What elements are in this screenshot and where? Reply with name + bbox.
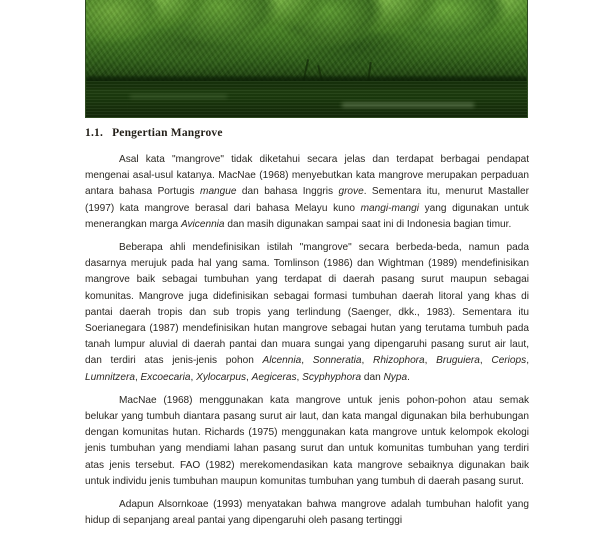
scientific-name: Avicennia [180, 218, 225, 230]
water-surface [86, 81, 527, 117]
text-run: . [407, 371, 410, 383]
scientific-name: Nypa [383, 371, 408, 383]
text-run: , [246, 371, 252, 383]
photo-scene [86, 0, 527, 117]
text-run: , [296, 371, 303, 383]
text-run: dan bahasa Inggris [236, 186, 339, 198]
text-run: dan [361, 371, 384, 383]
text-run: Asal kata "mangrove" tidak diketahui secara jelas dan terdapat berbagai pendapat mengenai asal-usul katanya. MacNae (1968) menyebutkan kata mangrove merupakan perpaduan antara bahasa Portugis [85, 154, 529, 198]
scientific-name: grove [338, 186, 364, 198]
text-run: , [190, 371, 197, 383]
mangrove-photo-figure [85, 0, 528, 118]
text-run: , [526, 355, 529, 367]
section-title: Pengertian Mangrove [112, 127, 223, 139]
scientific-name: Scyphyphora [302, 371, 362, 383]
scientific-name: Ceriops [491, 355, 527, 367]
text-run: , [301, 355, 313, 367]
paragraph-3 [85, 393, 529, 490]
scientific-name: Aegiceras [251, 371, 297, 383]
body-text [85, 152, 529, 529]
water-reflection [130, 95, 227, 98]
text-run: , [361, 355, 374, 367]
scientific-name: Rhizophora [373, 355, 425, 367]
scientific-name: Bruguiera [436, 355, 480, 367]
text-run: , [134, 371, 141, 383]
text-run: Adapun Alsornkoae (1993) menyatakan bahwa mangrove adalah tumbuhan halofit yang hidup di sepanjang areal pantai yang dipengaruhi oleh pasang tertinggi [85, 499, 529, 527]
text-run: dan masih digunakan sampai saat ini di Indonesia bagian timur. [224, 218, 512, 230]
paragraph-4 [85, 497, 529, 529]
scientific-name: Excoecaria [140, 371, 191, 383]
scientific-name: mangi-mangi [360, 202, 419, 214]
scientific-name: Xylocarpus [196, 371, 247, 383]
scientific-name: Lumnitzera [85, 371, 135, 383]
paragraph-2 [85, 240, 529, 386]
section-number: 1.1. [85, 127, 104, 139]
paragraph-1 [85, 152, 529, 233]
text-run: MacNae (1968) menggunakan kata mangrove untuk jenis pohon-pohon atau semak belukar yang tumbuh diantara pasang surut air laut, dan kata mangal digunakan bila berhubungan dengan komunitas hutan. Richards (1975) menggunakan kata mangrove untuk kelompok ekologi jenis tumbuhan yang mendiami lahan pasang surut dan untuk komunitas tumbuhan yang terdiri atas jenis tersebut. FAO (1982) merekomendasikan kata mangrove sebaiknya digunakan baik untuk individu jenis tumbuhan maupun komunitas tumbuhan yang tumbuh di daerah pasang surut. [85, 394, 529, 487]
text-run: Beberapa ahli mendefinisikan istilah "mangrove" secara berbeda-beda, namun pada dasarnya merujuk pada hal yang sama. Tomlinson (1986) dan Wightman (1989) mendefinisikan mangrove baik sebagai tumbuhan yang terdapat di daerah pasang surut maupun sebagai komunitas. Mangrove juga didefinisikan sebagai formasi tumbuhan daerah litoral yang khas di pantai daerah tropis dan sub tropis yang terlindung (Saenger, dkk., 1983). Sementara itu Soerianegara (1987) mendefinisikan hutan mangrove sebagai hutan yang terutama tumbuh pada tanah lumpur aluvial di daerah pantai dan muara sungai yang dipengaruhi pasang surut air laut, dan terdiri atas jenis-jenis pohon [85, 242, 529, 367]
text-run: , [424, 355, 437, 367]
text-run: . Sementara itu, menurut Mastaller (1997) kata mangrove berasal dari bahasa Melayu kuno [85, 186, 529, 214]
scientific-name: mangue [200, 186, 237, 198]
scientific-name: Sonneratia [312, 355, 362, 367]
text-run: yang digunakan untuk menerangkan marga [85, 202, 529, 230]
water-reflection [342, 103, 474, 107]
section-heading [85, 127, 223, 139]
scientific-name: Alcennia [262, 355, 302, 367]
text-run: , [479, 355, 492, 367]
